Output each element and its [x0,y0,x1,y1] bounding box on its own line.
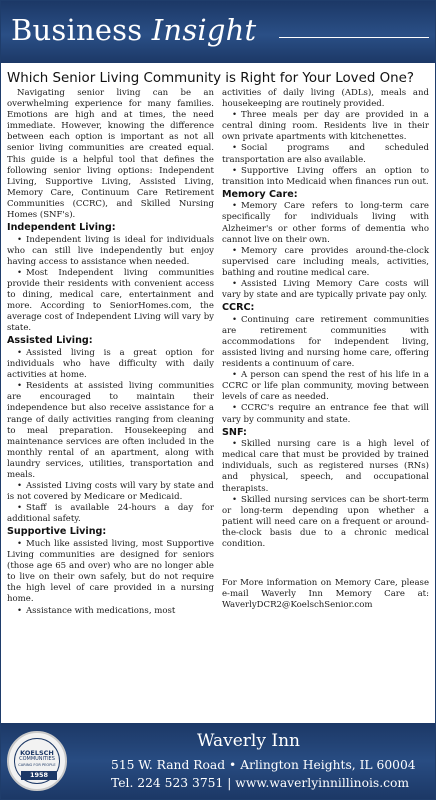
masthead-word-insight: Insight [151,13,257,47]
logo-subbrand: COMMUNITIES [19,756,55,762]
bullet-item: • Much like assisted living, most Supportive Living communities are designed for seniors (those age 65 and over) who are no longer able to live on their own safely, but do not require the high level of care provided in a nursing home. [7,539,214,606]
bullet-item: • Assistance with medications, most [7,606,214,617]
column-right [222,88,429,714]
bullet-item: • Memory care provides around-the-clock supervised care including meals, activities, bathing and routine medical care. [222,246,429,279]
bullet-item: • Residents at assisted living communities are encouraged to maintain their independence but also receive assistance for a range of daily activities ranging from cleaning to meal preparation. Housekeeping and maintenance services are often included in the monthly rental of an apartment, along with laundry services, utilities, transportation and meals. [7,381,214,481]
bullet-item: • Social programs and scheduled transportation are also available. [222,143,429,165]
bullet-item: • Continuing care retirement communities are retirement communities with accommodations for independent living, assisted living and nursing home care, offering residents a continuum of care. [222,315,429,370]
intro-paragraph: Navigating senior living can be an overwhelming experience for many families. Emotions are high and at times, the need immediate. However, knowing the difference between each option is important as not all senior living communities are created equal. This guide is a helpful tool that defines the following senior living options: Independent Living, Supportive Living, Assisted Living, Memory Care, Continuum Care Retirement Communities (CCRC), and Skilled Nursing Homes (SNF's). [7,88,214,221]
bullet-item: • Most Independent living communities provide their residents with convenient access to dining, medical care, entertainment and more. According to SeniorHomes.com, the average cost of Independent Living will vary by state. [7,268,214,335]
bullet-item: • Supportive Living offers an option to transition into Medicaid when finances run out. [222,166,429,188]
heading-supportive-living: Supportive Living: [7,526,107,538]
footer-banner [1,723,435,799]
masthead [1,1,435,63]
logo-year: 1958 [21,771,57,780]
masthead-rule [279,37,429,38]
heading-ccrc: CCRC: [222,302,255,314]
bullet-item: • Skilled nursing care is a high level of medical care that must be provided by trained individuals, such as registered nurses (RNs) and physical, speech, and occupational therapists. [222,439,429,494]
logo-brand: KOELSCH [20,749,54,757]
article-headline: Which Senior Living Community is Right for Your Loved One? [7,71,414,86]
koelsch-logo [7,731,67,791]
community-name: Waverly Inn [197,731,300,751]
bullet-item: • Assisted Living Memory Care costs will vary by state and are typically private pay only. [222,279,429,301]
bullet-item: • Assisted Living costs will vary by state and is not covered by Medicare or Medicaid. [7,481,214,503]
bullet-item: • Independent living is ideal for individuals who can still live independently but enjoy having access to assistance when needed. [7,235,214,268]
heading-snf: SNF: [222,426,247,438]
bullet-item: • Three meals per day are provided in a central dining room. Residents live in their own private apartments with kitchenettes. [222,110,429,143]
article-body [1,88,435,714]
heading-assisted-living: Assisted Living: [7,335,93,347]
bullet-item: • CCRC's require an entrance fee that will vary by community and state. [222,403,429,425]
community-contact: Tel. 224 523 3751 | www.waverlyinnillinois.com [111,776,410,790]
masthead-title [11,13,256,47]
bullet-item: • Skilled nursing services can be short-term or long-term depending upon whether a patient will need care on a frequent or around-the-clock basis due to a chronic medical condition. [222,495,429,550]
contact-footnote: For More information on Memory Care, please e-mail Waverly Inn Memory Care at: WaverlyDCR2@KoelschSenior.com [222,578,429,611]
masthead-word-business: Business [11,13,143,47]
column-left [7,88,214,714]
community-address: 515 W. Rand Road • Arlington Heights, IL 60004 [111,758,416,772]
bullet-item: • A person can spend the rest of his life in a CCRC or life plan community, moving between levels of care as needed. [222,370,429,403]
continued-paragraph: activities of daily living (ADLs), meals and housekeeping are routinely provided. [222,88,429,110]
bullet-item: • Staff is available 24-hours a day for additional safety. [7,503,214,525]
heading-memory-care: Memory Care: [222,188,298,200]
logo-tagline: CARING FOR PEOPLE [18,763,56,767]
bullet-item: • Assisted living is a great option for individuals who have difficulty with daily activities at home. [7,348,214,381]
heading-independent-living: Independent Living: [7,222,116,234]
bullet-item: • Memory Care refers to long-term care specifically for individuals living with Alzheimer's or other forms of dementia who cannot live on their own. [222,201,429,245]
